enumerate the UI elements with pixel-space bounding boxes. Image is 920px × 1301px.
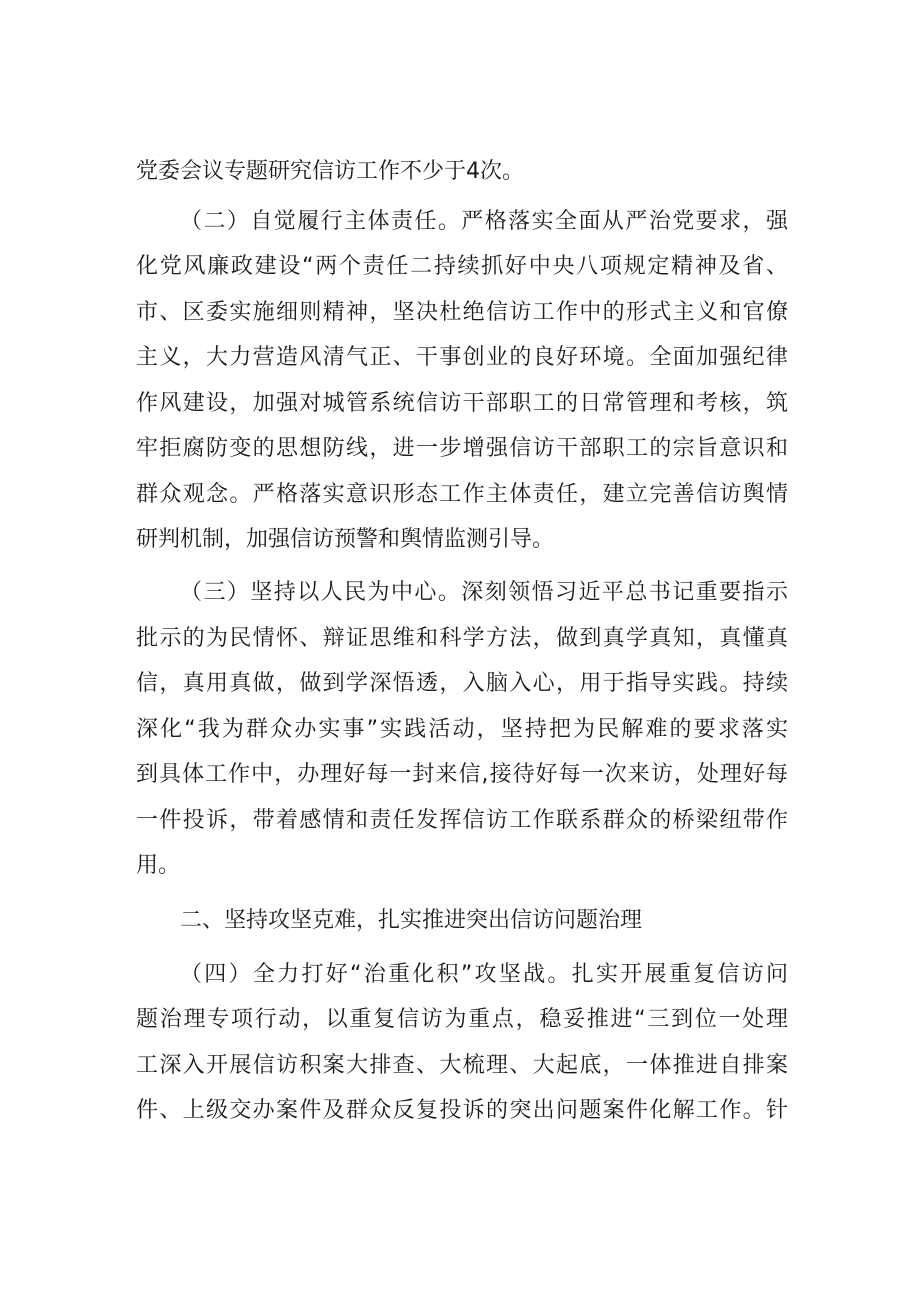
paragraph-3-line-1: （三）坚持以人民为中心。深刻领悟习近平总书记重要指示 <box>180 580 788 605</box>
text-line: 研判机制，加强信访预警和舆情监测引导。 <box>136 527 555 552</box>
text-line: 深化“我为群众办实事”实践活动，坚持把为民解难的要求落实 <box>136 717 788 742</box>
text-line: 用。 <box>136 853 181 878</box>
text-line: 批示的为民情怀、辩证思维和科学方法，做到真学真知，真懂真 <box>136 626 788 651</box>
text-line: 作风建设，加强对城管系统信访干部职工的日常管理和考核，筑 <box>136 391 788 416</box>
text-line: 信，真用真做，做到学深悟透，入脑入心，用于指导实践。持续 <box>136 671 788 696</box>
text-line: 主义，大力营造风清气正、干事创业的良好环境。全面加强纪律 <box>136 345 788 370</box>
paragraph-4-line-1: （四）全力打好“治重化积”攻坚战。扎实开展重复信访问 <box>180 962 788 987</box>
text-line: 市、区委实施细则精神，坚决杜绝信访工作中的形式主义和官僚 <box>136 300 788 325</box>
text-line: 工深入开展信访积案大排查、大梳理、大起底，一体推进自排案 <box>136 1053 788 1078</box>
text-line: 到具体工作中，办理好每一封来信,接待好每一次来访，处理好每 <box>136 762 788 787</box>
text-line: 件、上级交办案件及群众反复投诉的突出问题案件化解工作。针 <box>136 1098 788 1123</box>
text-line: 题治理专项行动，以重复信访为重点，稳妥推进“三到位一处理 <box>136 1007 788 1032</box>
paragraph-2-line-1: （二）自觉履行主体责任。严格落实全面从严治党要求，强 <box>180 209 788 234</box>
text-line: 一件投诉，带着感情和责任发挥信访工作联系群众的桥梁纽带作 <box>136 808 788 833</box>
text-line: 党委会议专题研究信访工作不少于4次。 <box>136 159 524 184</box>
text-line: 群众观念。严格落实意识形态工作主体责任，建立完善信访舆情 <box>136 482 788 507</box>
text-line: 化党风廉政建设“两个责任二持续抓好中央八项规定精神及省、 <box>136 254 788 279</box>
section-heading: 二、坚持攻坚克难，扎实推进突出信访问题治理 <box>180 908 643 933</box>
text-line: 牢拒腐防变的思想防线，进一步增强信访干部职工的宗旨意识和 <box>136 436 788 461</box>
